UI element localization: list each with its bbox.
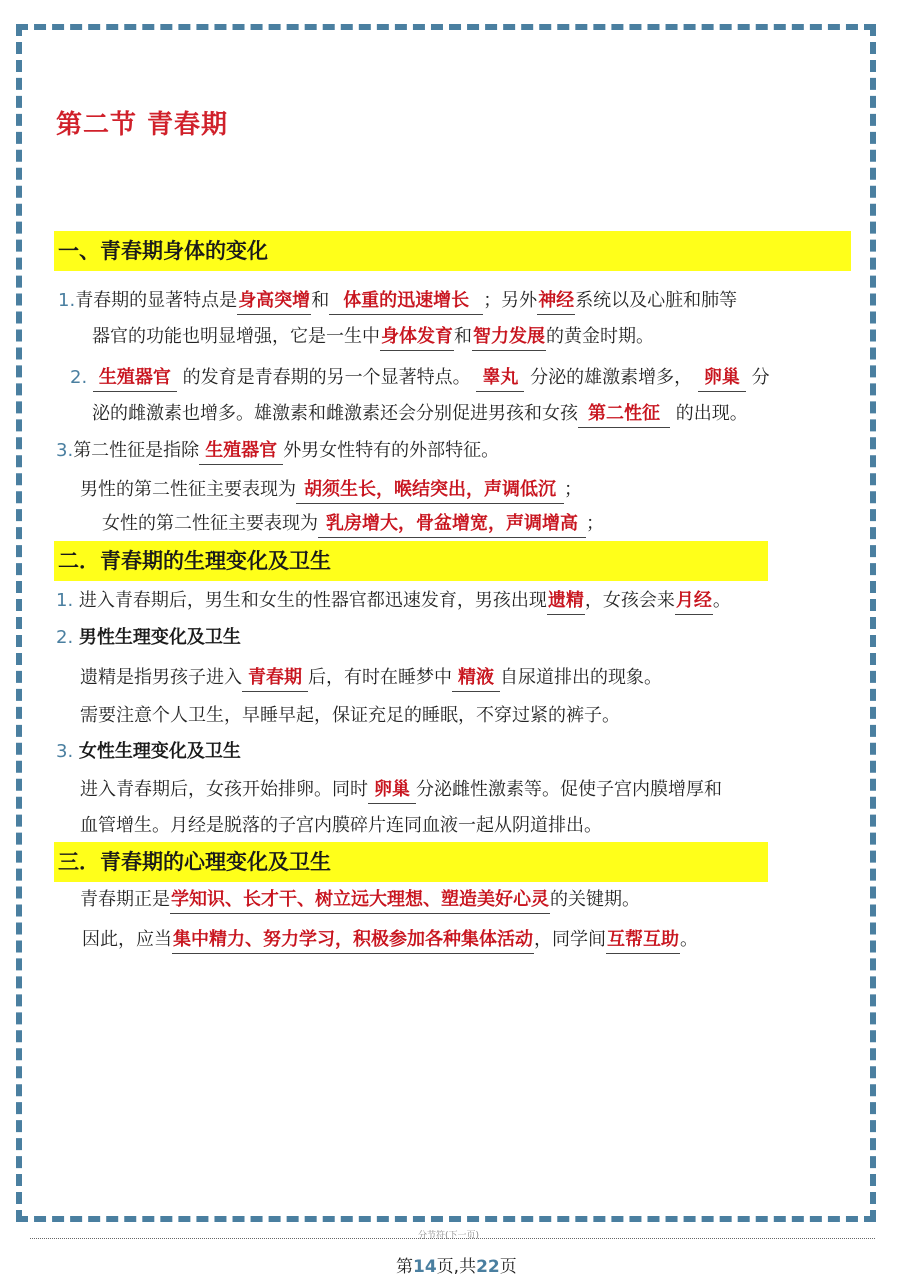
s1-p3-line1: 3.第二性征是指除 生殖器官 外男女性特有的外部特征。 — [56, 437, 499, 465]
s1-p2-line1: 2. 生殖器官 的发育是青春期的另一个显著特点。 睾丸 分泌的雄激素增多， 卵巢 分 — [70, 364, 770, 392]
section-heading-3: 三．青春期的心理变化及卫生 — [54, 842, 768, 882]
s1-p3-line3: 女性的第二性征主要表现为 乳房增大，骨盆增宽，声调增高 ； — [102, 510, 604, 538]
s2-p2-line1: 遗精是指男孩子进入 青春期 后，有时在睡梦中 精液 自尿道排出的现象。 — [80, 664, 662, 692]
s2-p1-line1: 1. 进入青春期后，男生和女生的性器官都迅速发育，男孩出现遗精，女孩会来月经。 — [56, 587, 731, 615]
s1-p2-line2: 泌的雌激素也增多。雄激素和雌激素还会分别促进男孩和女孩 第二性征 的出现。 — [92, 400, 748, 428]
section-break-line — [30, 1238, 875, 1239]
s2-p3-line2: 血管增生。月经是脱落的子宫内膜碎片连同血液一起从阴道排出。 — [80, 815, 602, 836]
s1-p1-line1: 1.青春期的显著特点是身高突增和 体重的迅速增长 ；另外神经系统以及心脏和肺等 — [58, 287, 737, 315]
s3-line2: 因此，应当集中精力、努力学习，积极参加各种集体活动，同学间互帮互助。 — [82, 926, 698, 954]
s1-p1-line2: 器官的功能也明显增强，它是一生中身体发育和智力发展的黄金时期。 — [92, 323, 654, 351]
page-border — [16, 24, 876, 1222]
s1-p3-line2: 男性的第二性征主要表现为 胡须生长，喉结突出，声调低沉 ； — [80, 476, 582, 504]
s2-p3-heading: 3. 女性生理变化及卫生 — [56, 741, 241, 762]
section-heading-1: 一、青春期身体的变化 — [54, 231, 851, 271]
s2-p2-heading: 2. 男性生理变化及卫生 — [56, 627, 241, 648]
s3-line1: 青春期正是学知识、长才干、树立远大理想、塑造美好心灵的关键期。 — [80, 886, 640, 914]
page-title: 第二节 青春期 — [56, 110, 229, 140]
s2-p3-line1: 进入青春期后，女孩开始排卵。同时 卵巢 分泌雌性激素等。促使子宫内膜增厚和 — [80, 776, 722, 804]
section-heading-2: 二．青春期的生理变化及卫生 — [54, 541, 768, 581]
section-break-label: 分节符(下一页) — [418, 1231, 480, 1241]
page-number: 第14页,共22页 — [396, 1257, 517, 1277]
s2-p2-line2: 需要注意个人卫生，早睡早起，保证充足的睡眠，不穿过紧的裤子。 — [80, 705, 620, 726]
